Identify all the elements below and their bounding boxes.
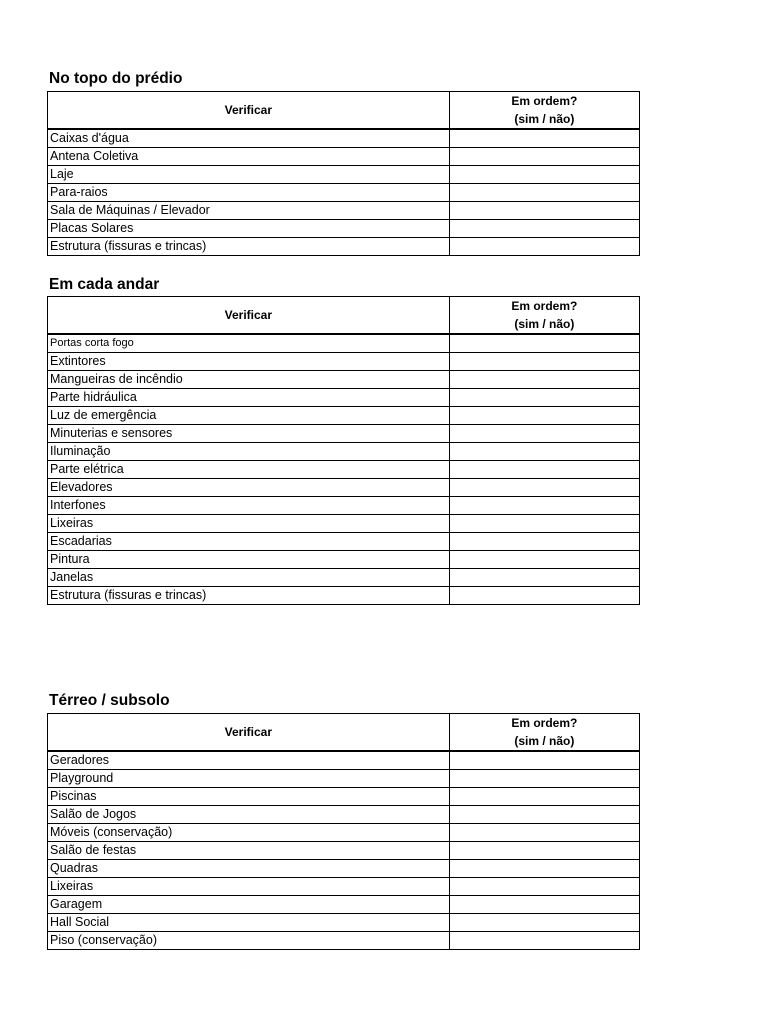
item-label: Janelas <box>48 569 450 587</box>
item-label: Escadarias <box>48 533 450 551</box>
status-cell[interactable] <box>449 238 639 256</box>
item-label: Iluminação <box>48 443 450 461</box>
section-title-each-floor: Em cada andar <box>49 276 160 293</box>
item-label: Quadras <box>48 860 450 878</box>
table-row <box>48 461 640 479</box>
status-cell[interactable] <box>449 842 639 860</box>
item-label: Piso (conservação) <box>48 932 450 950</box>
checklist-table-each-floor <box>47 296 640 605</box>
item-label: Estrutura (fissuras e trincas) <box>48 238 450 256</box>
table-row <box>48 878 640 896</box>
table-row <box>48 353 640 371</box>
table-row <box>48 751 640 770</box>
status-cell[interactable] <box>449 569 639 587</box>
table-row <box>48 407 640 425</box>
table-row <box>48 425 640 443</box>
status-cell[interactable] <box>449 353 639 371</box>
item-label: Geradores <box>48 751 450 770</box>
table-row <box>48 220 640 238</box>
table-row <box>48 334 640 353</box>
item-label: Móveis (conservação) <box>48 824 450 842</box>
status-cell[interactable] <box>449 497 639 515</box>
item-label: Salão de Jogos <box>48 806 450 824</box>
table-row <box>48 587 640 605</box>
status-cell[interactable] <box>449 824 639 842</box>
status-cell[interactable] <box>449 129 639 148</box>
table-row <box>48 788 640 806</box>
column-header-status <box>449 714 639 752</box>
item-label: Parte elétrica <box>48 461 450 479</box>
table-row <box>48 914 640 932</box>
table-row <box>48 129 640 148</box>
status-cell[interactable] <box>449 587 639 605</box>
table-row <box>48 860 640 878</box>
table-row <box>48 202 640 220</box>
table-row <box>48 238 640 256</box>
status-cell[interactable] <box>449 896 639 914</box>
status-cell[interactable] <box>449 533 639 551</box>
status-cell[interactable] <box>449 334 639 353</box>
status-cell[interactable] <box>449 389 639 407</box>
section-title-ground-basement: Térreo / subsolo <box>49 692 170 709</box>
table-row <box>48 533 640 551</box>
item-label: Estrutura (fissuras e trincas) <box>48 587 450 605</box>
status-cell[interactable] <box>449 220 639 238</box>
status-cell[interactable] <box>449 148 639 166</box>
section-title-top-floor: No topo do prédio <box>49 70 183 87</box>
status-cell[interactable] <box>449 184 639 202</box>
status-cell[interactable] <box>449 860 639 878</box>
table-row <box>48 932 640 950</box>
table-row <box>48 842 640 860</box>
table-header-row <box>48 297 640 335</box>
table-row <box>48 371 640 389</box>
status-cell[interactable] <box>449 914 639 932</box>
status-cell[interactable] <box>449 166 639 184</box>
item-label: Antena Coletiva <box>48 148 450 166</box>
item-label: Minuterias e sensores <box>48 425 450 443</box>
item-label: Luz de emergência <box>48 407 450 425</box>
status-cell[interactable] <box>449 371 639 389</box>
item-label: Hall Social <box>48 914 450 932</box>
table-row <box>48 166 640 184</box>
status-cell[interactable] <box>449 770 639 788</box>
status-cell[interactable] <box>449 461 639 479</box>
table-row <box>48 569 640 587</box>
item-label: Sala de Máquinas / Elevador <box>48 202 450 220</box>
status-cell[interactable] <box>449 932 639 950</box>
item-label: Extintores <box>48 353 450 371</box>
checklist-table-ground-basement <box>47 713 640 950</box>
table-row <box>48 389 640 407</box>
item-label: Para-raios <box>48 184 450 202</box>
status-header-line2: (sim / não) <box>514 734 575 748</box>
table-row <box>48 515 640 533</box>
status-cell[interactable] <box>449 515 639 533</box>
table-row <box>48 824 640 842</box>
column-header-verify: Verificar <box>48 714 450 752</box>
item-label: Placas Solares <box>48 220 450 238</box>
table-row <box>48 184 640 202</box>
table-row <box>48 148 640 166</box>
column-header-verify: Verificar <box>48 92 450 130</box>
table-row <box>48 806 640 824</box>
status-cell[interactable] <box>449 202 639 220</box>
checklist-table-top-floor <box>47 91 640 256</box>
column-header-verify: Verificar <box>48 297 450 335</box>
status-cell[interactable] <box>449 443 639 461</box>
item-label: Portas corta fogo <box>48 334 450 353</box>
table-header-row <box>48 92 640 130</box>
status-header-line1: Em ordem? <box>511 94 578 108</box>
table-row <box>48 497 640 515</box>
item-label: Playground <box>48 770 450 788</box>
item-label: Piscinas <box>48 788 450 806</box>
status-cell[interactable] <box>449 407 639 425</box>
column-header-status <box>449 297 639 335</box>
item-label: Parte hidráulica <box>48 389 450 407</box>
status-header-line2: (sim / não) <box>514 112 575 126</box>
status-cell[interactable] <box>449 788 639 806</box>
status-header-line2: (sim / não) <box>514 317 575 331</box>
item-label: Lixeiras <box>48 878 450 896</box>
item-label: Mangueiras de incêndio <box>48 371 450 389</box>
item-label: Garagem <box>48 896 450 914</box>
column-header-status <box>449 92 639 130</box>
table-row <box>48 896 640 914</box>
status-cell[interactable] <box>449 479 639 497</box>
status-cell[interactable] <box>449 425 639 443</box>
item-label: Pintura <box>48 551 450 569</box>
table-row <box>48 770 640 788</box>
table-header-row <box>48 714 640 752</box>
item-label: Lixeiras <box>48 515 450 533</box>
table-row <box>48 443 640 461</box>
table-row <box>48 551 640 569</box>
status-cell[interactable] <box>449 878 639 896</box>
item-label: Elevadores <box>48 479 450 497</box>
item-label: Caixas d'água <box>48 129 450 148</box>
item-label: Interfones <box>48 497 450 515</box>
status-cell[interactable] <box>449 751 639 770</box>
status-cell[interactable] <box>449 551 639 569</box>
item-label: Salão de festas <box>48 842 450 860</box>
status-header-line1: Em ordem? <box>511 299 578 313</box>
item-label: Laje <box>48 166 450 184</box>
table-row <box>48 479 640 497</box>
status-header-line1: Em ordem? <box>511 716 578 730</box>
status-cell[interactable] <box>449 806 639 824</box>
